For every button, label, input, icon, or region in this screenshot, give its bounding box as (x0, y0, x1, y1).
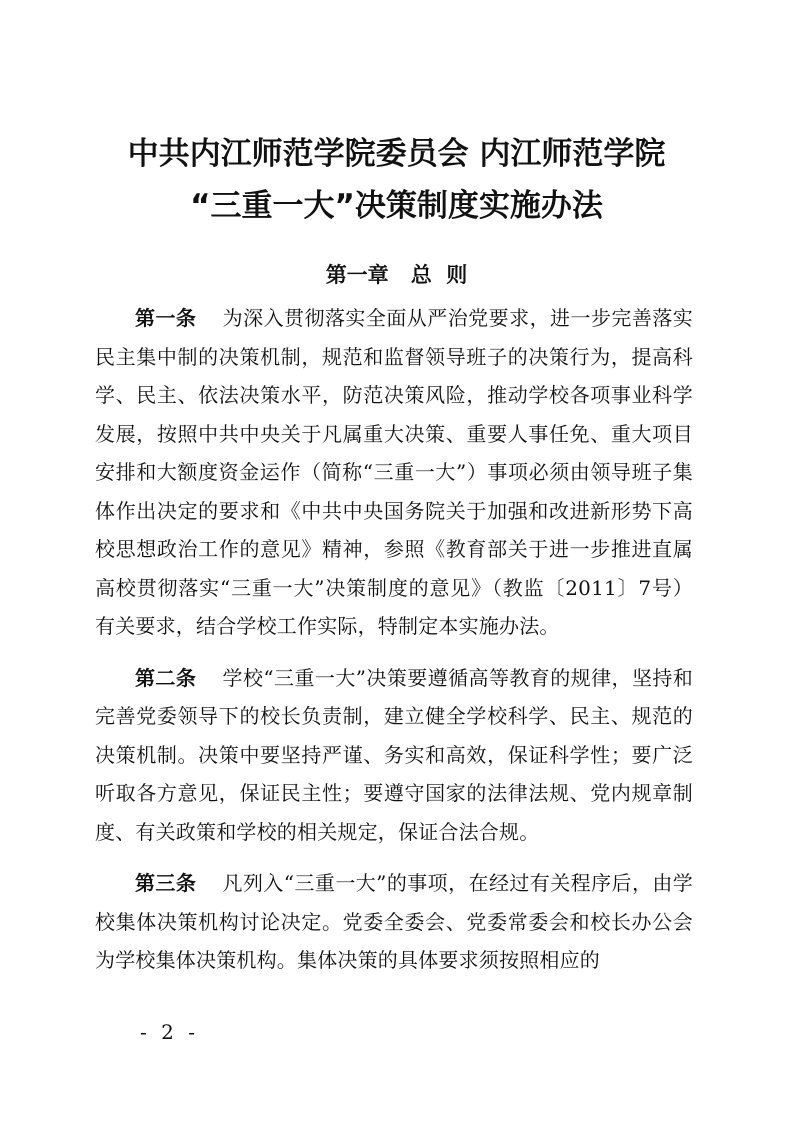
article-label: 第三条 (135, 871, 197, 895)
article-text: 凡列入“三重一大”的事项，在经过有关程序后，由学校集体决策机构讨论决定。党委全委会、党委常委会和校长办公会为学校集体决策机构。集体决策的具体要求须按照相应的 (95, 871, 694, 972)
article-3 (95, 864, 693, 980)
document-body (95, 299, 693, 980)
article-2 (95, 659, 693, 852)
chapter-number: 第一章 (325, 263, 389, 287)
chapter-heading (0, 260, 793, 290)
page-number: - 2 - (140, 1020, 199, 1044)
document-title-line-2: “三重一大”决策制度实施办法 (190, 188, 603, 224)
chapter-name: 总 则 (410, 263, 468, 287)
article-text: 学校“三重一大”决策要遵循高等教育的规律，坚持和完善党委领导下的校长负责制，建立健全学校科学、民主、规范的决策机制。决策中要坚持严谨、务实和高效，保证科学性；要广泛听取各方意见，保证民主性；要遵守国家的法律法规、党内规章制度、有关政策和学校的相关规定，保证合法合规。 (95, 665, 694, 844)
document-title-line-1: 中共内江师范学院委员会 内江师范学院 (127, 136, 666, 172)
article-1 (95, 299, 693, 646)
article-text: 为深入贯彻落实全面从严治党要求，进一步完善落实民主集中制的决策机制，规范和监督领导班子的决策行为，提高科学、民主、依法决策水平，防范决策风险，推动学校各项事业科学发展，按照中共中央关于凡属重大决策、重要人事任免、重大项目安排和大额度资金运作（简称“三重一大”）事项必须由领导班子集体作出决定的要求和《中共中央国务院关于加强和改进新形势下高校思想政治工作的意见》精神，参照《教育部关于进一步推进直属高校贯彻落实“三重一大”决策制度的意见》（教监〔2011〕7号）有关要求，结合学校工作实际，特制定本实施办法。 (95, 306, 693, 638)
article-label: 第二条 (135, 665, 197, 690)
article-label: 第一条 (135, 306, 197, 330)
